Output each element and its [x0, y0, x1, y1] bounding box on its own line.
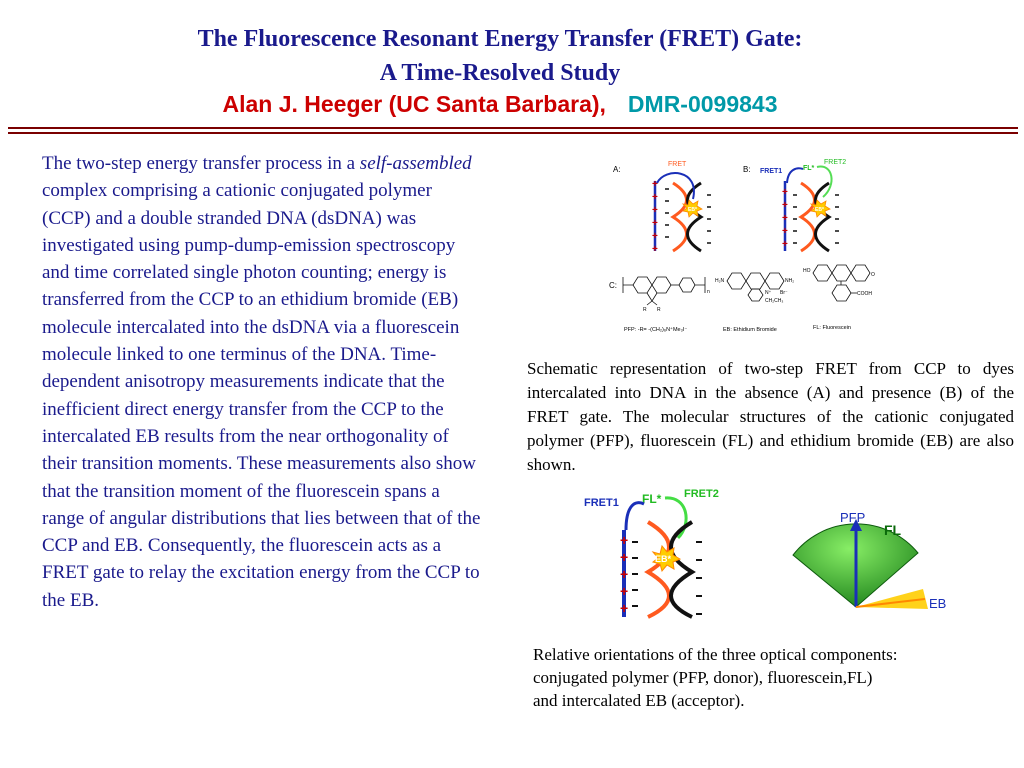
body-text-emphasis: self-assembled — [359, 153, 472, 174]
eb-star-label-b: EB* — [815, 207, 824, 213]
fret2-arrow — [665, 498, 686, 538]
pfp-r-right: R — [657, 307, 661, 313]
header-rule-bottom — [8, 132, 1018, 134]
fret2-label: FRET2 — [684, 488, 719, 500]
fl-star-label-b: FL* — [803, 165, 815, 172]
eb-h2n-atom: H₂N — [715, 278, 725, 284]
svg-text:+: + — [652, 192, 658, 203]
panel-a-helix — [652, 161, 711, 255]
eb-structure — [727, 273, 784, 301]
caption-orientation-line2: conjugated polymer (PFP, donor), fluorescein,FL) — [533, 668, 873, 687]
caption-orientation-line3: and intercalated EB (acceptor). — [533, 691, 745, 710]
body-text-rest: complex comprising a cationic conjugated polymer (CCP) and a double stranded DNA (dsDNA) was investigated using pump-dump-emission spectroscopy and time correlated single photon counting; energy is transferred from the CCP to an ethidium bromide (EB) molecule intercalated into the dsDNA via a fluorescein molecule linked to one terminus of the DNA. Time-dependent anisotropy measurements indicate that the inefficient direct energy transfer from the CCP to the intercalated EB results from the near orthogonality of their transition moments. These measurements also show that the transition moment of the fluorescein spans a range of angular distributions that lies between that of the CCP and EB. Consequently, the fluorescein acts as a FRET gate to relay the excitation energy from the CCP to the EB. — [42, 180, 481, 611]
title-line-1: The Fluorescence Resonant Energy Transfer (FRET) Gate: — [197, 26, 803, 52]
svg-text:+: + — [620, 600, 629, 616]
body-text-start: The two-step energy transfer process in a — [42, 153, 360, 174]
eb-br-atom: Br⁻ — [780, 290, 788, 296]
eb-structure-label: EB: Ethidium Bromide — [723, 327, 777, 333]
eb-nh2-atom: NH₂ — [785, 278, 795, 284]
dna-strand-orange-a — [673, 183, 687, 251]
pfp-r-left: R — [643, 307, 647, 313]
orientation-diagram — [788, 505, 958, 635]
body-paragraph — [42, 150, 482, 614]
plus-charges — [620, 532, 628, 616]
caption-orientation-line1: Relative orientations of the three optical components: — [533, 645, 898, 664]
svg-text:+: + — [782, 187, 788, 198]
fret-label-a: FRET — [668, 161, 687, 168]
pfp-structure-label: PFP: -R= -(CH₂)₆N⁺Me₃I⁻ — [624, 327, 688, 333]
fl-o-atom: O — [871, 272, 875, 278]
svg-text:+: + — [652, 231, 658, 242]
fret-schematic-figure — [605, 155, 885, 345]
caption-orientation — [533, 643, 973, 712]
svg-text:+: + — [620, 566, 629, 582]
fl-ho-atom: HO — [803, 268, 811, 274]
plus-charges-b — [782, 187, 788, 250]
fl-label: FL — [884, 522, 902, 538]
pfp-n-subscript: n — [707, 289, 710, 295]
svg-text:+: + — [620, 583, 629, 599]
grant-number: DMR-0099843 — [627, 91, 778, 117]
fret-gate-helix-figure — [580, 482, 740, 627]
eb-star-label-a: EB* — [688, 207, 697, 213]
fret1-arrow — [626, 503, 644, 530]
svg-text:+: + — [652, 179, 658, 190]
author-line — [0, 91, 1000, 118]
caption-schematic: Schematic representation of two-step FRET from CCP to dyes intercalated into DNA in the absence (A) and presence (B) of the FRET gate. The molecular structures of the cationic conjugated polymer (PFP), fluorescein (FL) and ethidium bromide (EB) are also shown. — [527, 359, 1014, 474]
pfp-structure — [623, 277, 705, 305]
fl-cooh-atom: COOH — [857, 291, 872, 297]
svg-text:+: + — [782, 213, 788, 224]
header-rule-top — [8, 127, 1018, 129]
fret1-label-b: FRET1 — [760, 168, 783, 175]
eb-label: EB — [929, 596, 947, 611]
eb-ethyl-group: CH₂CH₃ — [765, 298, 784, 304]
svg-text:+: + — [652, 244, 658, 255]
fl-structure-label: FL: Fluorescein — [813, 325, 851, 331]
fret1-label: FRET1 — [584, 497, 619, 509]
svg-text:+: + — [652, 218, 658, 229]
panel-b-label: B: — [743, 165, 751, 174]
svg-text:+: + — [620, 532, 629, 548]
eb-star-label: EB* — [655, 554, 672, 564]
pfp-label: PFP — [840, 510, 866, 525]
fl-star-label: FL* — [642, 492, 662, 506]
eb-nplus-atom: N⁺ — [765, 290, 772, 296]
author-affiliation: Alan J. Heeger (UC Santa Barbara), — [222, 91, 606, 117]
svg-text:+: + — [782, 239, 788, 250]
svg-text:+: + — [782, 226, 788, 237]
svg-text:+: + — [652, 205, 658, 216]
panel-c-label: C: — [609, 281, 617, 290]
dna-strand-orange — [648, 522, 669, 617]
panel-b-helix — [760, 159, 846, 251]
dna-strand-orange-b — [801, 183, 815, 251]
fret2-label-b: FRET2 — [824, 159, 847, 166]
svg-text:+: + — [782, 200, 788, 211]
panel-a-label: A: — [613, 165, 621, 174]
fret1-arrow-b — [787, 168, 803, 183]
title-line-2: A Time-Resolved Study — [379, 60, 621, 86]
svg-text:+: + — [620, 549, 629, 565]
